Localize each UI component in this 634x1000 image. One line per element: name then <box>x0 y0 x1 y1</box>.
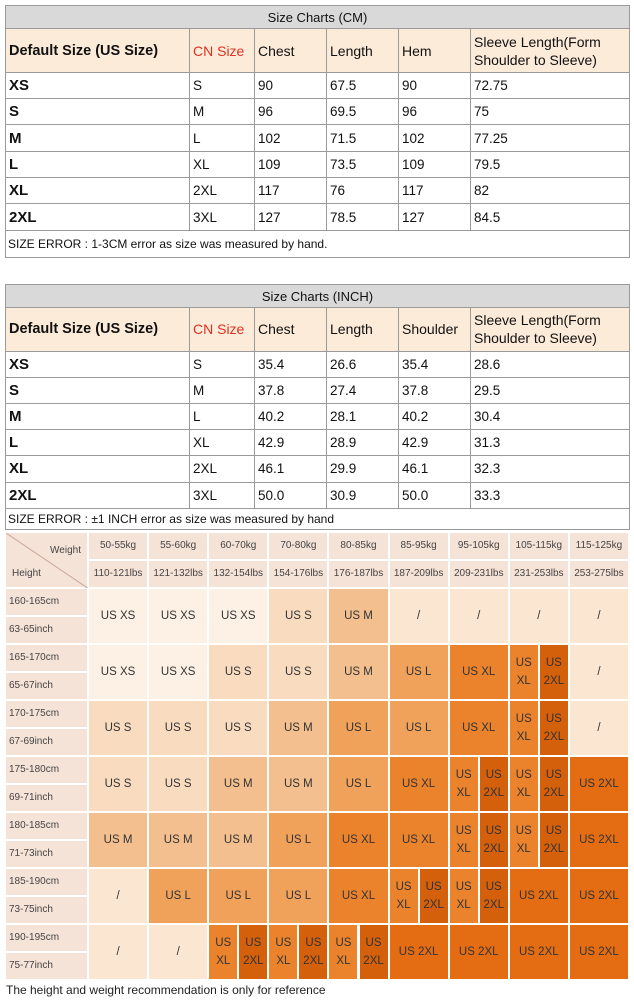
cm-header-default-size: Default Size (US Size) <box>6 29 190 73</box>
height-cm-label <box>5 588 88 616</box>
size-recommendation-cell: US XL <box>328 868 388 924</box>
inch-cell: 50.0 <box>399 482 471 508</box>
height-inch-label <box>5 616 88 644</box>
recommendation-note: The height and weight recommendation is only for reference <box>6 983 326 997</box>
cm-header-hem: Hem <box>399 29 471 73</box>
weight-kg-label: 105-115kg <box>509 532 569 560</box>
size-recommendation-cell: US S <box>268 644 328 700</box>
size-recommendation-cell: US XL <box>268 924 298 980</box>
height-inch-text: 67-69inch <box>9 736 53 747</box>
cm-cell: S <box>190 72 255 98</box>
weight-lbs-label: 187-209lbs <box>389 560 449 588</box>
cm-cell: 102 <box>399 125 471 151</box>
inch-cell: 37.8 <box>399 377 471 403</box>
size-recommendation-cell: US XS <box>88 644 148 700</box>
size-recommendation-cell: US L <box>328 756 388 812</box>
inch-size-row <box>6 351 630 377</box>
size-recommendation-cell: US 2XL <box>569 868 629 924</box>
size-recommendation-cell: / <box>569 700 629 756</box>
cm-cell: 117 <box>399 178 471 204</box>
height-inch-text: 69-71inch <box>9 792 53 803</box>
height-inch-label <box>5 728 88 756</box>
inch-cell: S <box>6 377 190 403</box>
size-recommendation-cell: US M <box>268 700 328 756</box>
weight-lbs-label: 110-121lbs <box>88 560 148 588</box>
cm-cell: 75 <box>471 99 630 125</box>
size-recommendation-cell: US S <box>148 756 208 812</box>
inch-chart-title: Size Charts (INCH) <box>6 285 630 308</box>
weight-kg-label: 50-55kg <box>88 532 148 560</box>
cm-cell: L <box>190 125 255 151</box>
size-recommendation-cell: US 2XL <box>539 644 569 700</box>
size-recommendation-cell: / <box>148 924 208 980</box>
size-recommendation-cell: US 2XL <box>539 812 569 868</box>
height-weight-recommendation-grid <box>5 532 629 980</box>
height-inch-label <box>5 952 88 980</box>
height-axis-label: Height <box>12 568 41 579</box>
size-recommendation-cell: US XL <box>449 644 509 700</box>
inch-cell: 29.9 <box>327 456 399 482</box>
size-chart-cm <box>5 5 630 258</box>
size-recommendation-cell: US L <box>389 644 449 700</box>
size-recommendation-cell: / <box>88 868 148 924</box>
weight-lbs-label: 231-253lbs <box>509 560 569 588</box>
size-recommendation-cell: / <box>389 588 449 644</box>
height-cm-text: 160-165cm <box>9 596 60 607</box>
height-cm-text: 175-180cm <box>9 764 60 775</box>
cm-cell: 69.5 <box>327 99 399 125</box>
size-recommendation-cell: US XL <box>509 644 539 700</box>
size-recommendation-cell: US 2XL <box>539 756 569 812</box>
inch-header-sleeve: Sleeve Length(Form Shoulder to Sleeve) <box>471 308 630 351</box>
weight-kg-label: 80-85kg <box>328 532 388 560</box>
cm-cell: 79.5 <box>471 151 630 177</box>
size-recommendation-cell: US 2XL <box>479 812 509 868</box>
inch-cell: 30.9 <box>327 482 399 508</box>
inch-size-row <box>6 482 630 508</box>
cm-cell: 77.25 <box>471 125 630 151</box>
inch-cell: 27.4 <box>327 377 399 403</box>
size-recommendation-cell: / <box>569 588 629 644</box>
inch-cell: 31.3 <box>471 430 630 456</box>
inch-size-error-note: SIZE ERROR : ±1 INCH error as size was measured by hand <box>6 508 630 529</box>
cm-cell: 78.5 <box>327 204 399 230</box>
size-recommendation-cell: US 2XL <box>479 756 509 812</box>
inch-cell: 40.2 <box>399 403 471 429</box>
cm-cell: 117 <box>255 178 327 204</box>
size-recommendation-cell: US XL <box>208 924 238 980</box>
size-recommendation-cell: US XL <box>449 868 479 924</box>
size-recommendation-cell: US L <box>328 700 388 756</box>
cm-cell: 71.5 <box>327 125 399 151</box>
inch-size-row <box>6 403 630 429</box>
inch-header-shoulder: Shoulder <box>399 308 471 351</box>
size-recommendation-cell: US L <box>148 868 208 924</box>
size-recommendation-cell: US 2XL <box>389 924 449 980</box>
cm-size-row <box>6 72 630 98</box>
size-recommendation-cell: US L <box>208 868 268 924</box>
cm-cell: 84.5 <box>471 204 630 230</box>
size-recommendation-cell: US XL <box>509 812 539 868</box>
inch-cell: 2XL <box>190 456 255 482</box>
size-recommendation-cell: US XL <box>328 924 358 980</box>
height-cm-label <box>5 868 88 896</box>
height-inch-text: 71-73inch <box>9 848 53 859</box>
size-recommendation-cell: US M <box>208 756 268 812</box>
cm-cell: M <box>6 125 190 151</box>
weight-kg-label: 60-70kg <box>208 532 268 560</box>
size-recommendation-cell: US 2XL <box>449 924 509 980</box>
weight-lbs-label: 132-154lbs <box>208 560 268 588</box>
grid-corner-header <box>5 532 88 588</box>
cm-size-error-note: SIZE ERROR : 1-3CM error as size was measured by hand. <box>6 230 630 257</box>
cm-header-length: Length <box>327 29 399 73</box>
cm-cell: 72.75 <box>471 72 630 98</box>
height-inch-text: 63-65inch <box>9 624 53 635</box>
size-recommendation-cell: US XL <box>389 812 449 868</box>
cm-size-row <box>6 178 630 204</box>
cm-size-row <box>6 204 630 230</box>
size-recommendation-cell: US L <box>389 700 449 756</box>
height-inch-label <box>5 784 88 812</box>
diagonal-divider <box>6 533 89 589</box>
height-cm-label <box>5 756 88 784</box>
size-recommendation-cell: US XL <box>449 756 479 812</box>
inch-cell: 26.6 <box>327 351 399 377</box>
inch-size-row <box>6 430 630 456</box>
inch-cell: 28.6 <box>471 351 630 377</box>
inch-cell: 50.0 <box>255 482 327 508</box>
inch-cell: 3XL <box>190 482 255 508</box>
cm-cell: 73.5 <box>327 151 399 177</box>
inch-cell: 32.3 <box>471 456 630 482</box>
size-recommendation-cell: US M <box>328 644 388 700</box>
height-inch-text: 65-67inch <box>9 680 53 691</box>
size-recommendation-cell: US XL <box>328 812 388 868</box>
inch-cell: 46.1 <box>255 456 327 482</box>
size-recommendation-cell: US M <box>268 756 328 812</box>
cm-cell: 90 <box>255 72 327 98</box>
height-cm-text: 190-195cm <box>9 932 60 943</box>
size-recommendation-cell: US 2XL <box>509 924 569 980</box>
weight-kg-label: 85-95kg <box>389 532 449 560</box>
size-recommendation-cell: US XS <box>148 644 208 700</box>
height-inch-text: 75-77inch <box>9 960 53 971</box>
size-recommendation-cell: US 2XL <box>238 924 268 980</box>
size-recommendation-cell: / <box>449 588 509 644</box>
inch-cell: 35.4 <box>399 351 471 377</box>
cm-cell: 67.5 <box>327 72 399 98</box>
inch-cell: XL <box>190 430 255 456</box>
inch-cell: M <box>6 403 190 429</box>
inch-cell: L <box>190 403 255 429</box>
cm-size-row <box>6 125 630 151</box>
height-inch-label <box>5 840 88 868</box>
size-recommendation-cell: US XL <box>449 812 479 868</box>
size-recommendation-cell: US M <box>208 812 268 868</box>
size-recommendation-cell: US M <box>88 812 148 868</box>
size-recommendation-cell: US S <box>148 700 208 756</box>
inch-cell: 37.8 <box>255 377 327 403</box>
cm-cell: 82 <box>471 178 630 204</box>
cm-cell: 76 <box>327 178 399 204</box>
cm-header-cn-size: CN Size <box>190 29 255 73</box>
cm-cell: S <box>6 99 190 125</box>
size-recommendation-cell: US 2XL <box>359 924 389 980</box>
weight-lbs-label: 209-231lbs <box>449 560 509 588</box>
size-recommendation-cell: US M <box>148 812 208 868</box>
cm-header-sleeve: Sleeve Length(Form Shoulder to Sleeve) <box>471 29 630 73</box>
inch-cell: 33.3 <box>471 482 630 508</box>
inch-cell: 28.1 <box>327 403 399 429</box>
size-recommendation-cell: US S <box>208 700 268 756</box>
size-recommendation-cell: US S <box>208 644 268 700</box>
height-cm-label <box>5 700 88 728</box>
size-recommendation-cell: US XS <box>148 588 208 644</box>
cm-cell: 2XL <box>6 204 190 230</box>
cm-cell: 96 <box>399 99 471 125</box>
height-cm-text: 180-185cm <box>9 820 60 831</box>
inch-size-row <box>6 377 630 403</box>
inch-cell: 28.9 <box>327 430 399 456</box>
size-recommendation-cell: US 2XL <box>569 812 629 868</box>
weight-axis-label: Weight <box>50 545 81 556</box>
cm-size-row <box>6 151 630 177</box>
inch-cell: 40.2 <box>255 403 327 429</box>
inch-cell: XL <box>6 456 190 482</box>
height-inch-label <box>5 896 88 924</box>
cm-cell: 127 <box>399 204 471 230</box>
cm-cell: 3XL <box>190 204 255 230</box>
inch-cell: 35.4 <box>255 351 327 377</box>
size-recommendation-cell: US S <box>88 700 148 756</box>
size-chart-inch <box>5 284 630 530</box>
weight-kg-label: 70-80kg <box>268 532 328 560</box>
weight-lbs-label: 154-176lbs <box>268 560 328 588</box>
inch-header-chest: Chest <box>255 308 327 351</box>
height-cm-label <box>5 924 88 952</box>
cm-chart-title: Size Charts (CM) <box>6 6 630 29</box>
inch-size-row <box>6 456 630 482</box>
inch-cell: 30.4 <box>471 403 630 429</box>
size-recommendation-cell: US M <box>328 588 388 644</box>
height-cm-label <box>5 812 88 840</box>
weight-kg-label: 55-60kg <box>148 532 208 560</box>
cm-cell: 127 <box>255 204 327 230</box>
size-recommendation-cell: US XS <box>88 588 148 644</box>
size-recommendation-cell: US XL <box>389 868 419 924</box>
size-recommendation-cell: US XL <box>389 756 449 812</box>
inch-cell: M <box>190 377 255 403</box>
cm-cell: M <box>190 99 255 125</box>
height-cm-text: 165-170cm <box>9 652 60 663</box>
height-cm-text: 185-190cm <box>9 876 60 887</box>
cm-cell: 90 <box>399 72 471 98</box>
size-recommendation-cell: / <box>569 644 629 700</box>
inch-cell: S <box>190 351 255 377</box>
inch-cell: 42.9 <box>255 430 327 456</box>
size-recommendation-cell: US 2XL <box>509 868 569 924</box>
size-recommendation-cell: US 2XL <box>569 756 629 812</box>
inch-cell: 29.5 <box>471 377 630 403</box>
cm-cell: 102 <box>255 125 327 151</box>
weight-lbs-label: 121-132lbs <box>148 560 208 588</box>
cm-header-chest: Chest <box>255 29 327 73</box>
weight-lbs-label: 253-275lbs <box>569 560 629 588</box>
cm-cell: L <box>6 151 190 177</box>
cm-cell: 109 <box>399 151 471 177</box>
cm-cell: XL <box>6 178 190 204</box>
cm-cell: 2XL <box>190 178 255 204</box>
inch-header-length: Length <box>327 308 399 351</box>
inch-cell: L <box>6 430 190 456</box>
size-recommendation-cell: US XL <box>509 756 539 812</box>
size-recommendation-cell: US S <box>268 588 328 644</box>
inch-header-cn-size: CN Size <box>190 308 255 351</box>
size-recommendation-cell: US S <box>88 756 148 812</box>
size-recommendation-cell: US 2XL <box>569 924 629 980</box>
height-inch-text: 73-75inch <box>9 904 53 915</box>
inch-cell: 46.1 <box>399 456 471 482</box>
size-recommendation-cell: US 2XL <box>479 868 509 924</box>
size-recommendation-cell: / <box>509 588 569 644</box>
cm-cell: 109 <box>255 151 327 177</box>
size-recommendation-cell: US L <box>268 868 328 924</box>
inch-cell: 42.9 <box>399 430 471 456</box>
cm-cell: XL <box>190 151 255 177</box>
inch-cell: 2XL <box>6 482 190 508</box>
cm-cell: 96 <box>255 99 327 125</box>
inch-header-default-size: Default Size (US Size) <box>6 308 190 351</box>
size-recommendation-cell: US XL <box>449 700 509 756</box>
size-recommendation-cell: US 2XL <box>419 868 449 924</box>
weight-kg-label: 95-105kg <box>449 532 509 560</box>
size-recommendation-cell: US 2XL <box>298 924 328 980</box>
size-recommendation-cell: US XL <box>509 700 539 756</box>
height-cm-text: 170-175cm <box>9 708 60 719</box>
weight-kg-label: 115-125kg <box>569 532 629 560</box>
height-inch-label <box>5 672 88 700</box>
cm-size-row <box>6 99 630 125</box>
size-recommendation-cell: US 2XL <box>539 700 569 756</box>
size-recommendation-cell: / <box>88 924 148 980</box>
cm-cell: XS <box>6 72 190 98</box>
size-recommendation-cell: US XS <box>208 588 268 644</box>
height-cm-label <box>5 644 88 672</box>
inch-cell: XS <box>6 351 190 377</box>
size-recommendation-cell: US L <box>268 812 328 868</box>
weight-lbs-label: 176-187lbs <box>328 560 388 588</box>
